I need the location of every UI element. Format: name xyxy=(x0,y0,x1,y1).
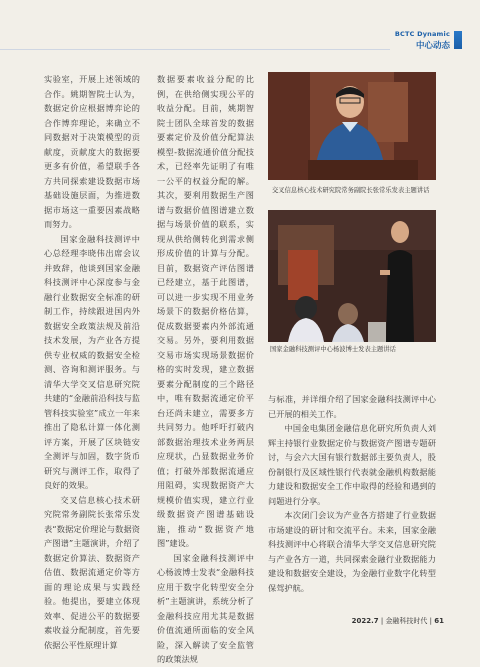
section-title-cn: 中心动态 xyxy=(415,41,450,51)
paragraph: 数据要素收益分配的比例，在供给侧实现公平的收益分配。目前，姚期智院士团队全球首发的数据要素定价及价值分配算法模型-数据流通价值分配技术，已经率先证明了有唯一公平的权益分配的解。其次，要利用数据生产图谱与数据价值图谱建立数据与场景价值的联系，实现从供给侧转化到需求侧形成价值的计算与分配。目前，数据资产评估图谱已经建立，基于此图谱，可以进一步实现不用业务场景下的数据价格估算，促成数据要素内外部流通交易。另外，要利用数据交易市场实现场景数据价格的实时发现，建立数据要素分配制度的三个路径中，唯有数据流通定价平台还尚未建立，需要多方共同努力。他呼吁打破内部数据治理技术业务两层应现状，凸显数据业务价值；打破外部数据流通应用阻碍，实现数据资产大规模价值实现，建立行业级数据资产图谱基础设施，推动“数据资产地图”建设。 xyxy=(157,74,254,548)
article-column-3 xyxy=(268,392,436,595)
paragraph: 国家金融科技测评中心杨波博士发表“金融科技应用于数字化转型安全分析”主题演讲，系统分析了金融科技应用尤其是数据价值流通所面临的安全风险，深入解读了安全监管的政策法规 xyxy=(157,552,254,664)
paragraph: 国家金融科技测评中心总经理李晓伟出席会议并致辞，他谈到国家金融科技测评中心深度参与金融行业数据安全标准的研制工作，持续跟进国内外数据安全政策法规及前沿技术发展，为产业各方提供专业权威的数据安全检测、咨询和测评服务。与清华大学交叉信息研究院共建的“金融前沿科技与监管科技实验室”成立一年来推出了隐私计算一体化测评方案，开展了区块链安全测评与加固，数字货币研究与测评工作，取得了良好的效果。 xyxy=(44,233,140,490)
paragraph: 实验室，开展上述领域的合作。姚期智院士认为，数据定价应根据博弈论的合作博弈理论，来确立不同数据对于决策模型的贡献度，贡献度大的数据要更多有价值，希望联手各方共同探索建设数据市场基础设施层面，为推进数据市场这一重要因素战略而努力。 xyxy=(44,74,140,229)
photo-caption-1: 交叉信息核心技术研究院常务副院长张常乐发表主题讲话 xyxy=(272,187,430,194)
paragraph: 本次闭门会议为产业各方搭建了行业数据市场建设的研讨和交流平台。未来，国家金融科技测评中心将联合清华大学交叉信息研究院与产业各方一道，共同探索金融行业数据能力建设和数据安全建设，为金融行业数字化转型保驾护航。 xyxy=(268,510,436,593)
page-number: 61 xyxy=(434,617,444,625)
paragraph: 中国金电集团金融信息化研究所负责人刘辉主持银行业数据定价与数据资产图谱专题研讨，与会六大国有银行数据部主要负责人，股份制银行及区域性银行代表就金融机构数据能力建设和数据安全工作中取得的经验和遇到的问题进行分享。 xyxy=(268,423,436,506)
page-footer xyxy=(352,616,444,626)
page-header xyxy=(0,0,480,60)
speaker-photo-1 xyxy=(268,72,436,180)
section-color-mark xyxy=(454,31,462,49)
article-column-1 xyxy=(44,72,140,652)
speaker-photo-2 xyxy=(268,210,436,342)
article-column-2 xyxy=(157,72,254,667)
footer-separator: | xyxy=(378,617,386,625)
speaker-photo-1-illustration xyxy=(268,72,436,180)
footer-separator: | xyxy=(427,617,435,625)
speaker-photo-2-illustration xyxy=(268,210,436,342)
section-brand xyxy=(395,30,450,51)
paragraph: 交叉信息核心技术研究院常务副院长张常乐发表“数据定价理论与数据资产图谱”主题演讲，介绍了数据定价算法、数据资产估值、数据流通定价等方面的理论成果与实践经验。他提出，要建立体现效率、促进公平的数据要素收益分配制度，首先要依据公平性原理计算 xyxy=(44,494,140,650)
header-rule xyxy=(0,49,390,50)
paragraph: 与标准，并详细介绍了国家金融科技测评中心已开展的相关工作。 xyxy=(268,394,436,419)
section-title-en: BCTC Dynamic xyxy=(394,30,450,38)
magazine-name: 金融科技时代 xyxy=(385,617,428,625)
issue-number: 2022.7 xyxy=(351,617,379,625)
photo-caption-2: 国家金融科技测评中心杨波博士发表主题讲话 xyxy=(270,346,396,353)
